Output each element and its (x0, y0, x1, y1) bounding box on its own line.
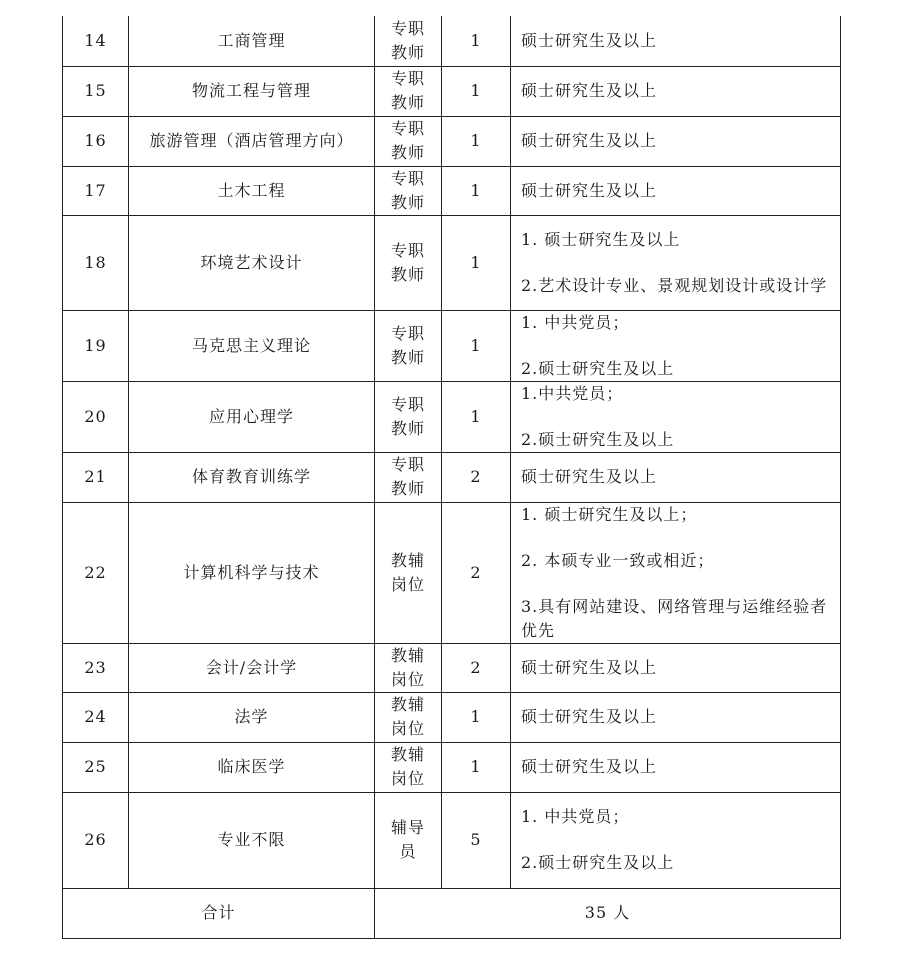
total-row (63, 888, 841, 938)
requirement-line: 硕士研究生及以上 (521, 180, 658, 200)
row-number: 15 (63, 66, 129, 116)
requirement-cell (511, 116, 841, 166)
table-row (63, 215, 841, 310)
requirement-line: 2.艺术设计专业、景观规划设计或设计学 (521, 275, 828, 295)
position-type-cell (375, 452, 442, 502)
row-number: 23 (63, 643, 129, 692)
position-type-cell (375, 116, 442, 166)
table-row (63, 692, 841, 742)
row-number: 26 (63, 792, 129, 888)
requirement-line: 硕士研究生及以上 (521, 707, 658, 726)
position-type: 教辅岗位 (390, 745, 425, 788)
position-type-cell (375, 166, 442, 215)
recruitment-table (62, 16, 841, 939)
position-type: 教辅岗位 (390, 695, 425, 738)
table-row (63, 310, 841, 381)
headcount-cell: 1 (442, 742, 511, 792)
requirement-cell (511, 792, 841, 888)
requirement-line: 1. 硕士研究生及以上； (521, 504, 698, 524)
major-cell: 计算机科学与技术 (129, 502, 375, 643)
position-type: 教辅岗位 (390, 550, 425, 594)
total-value: 35 人 (375, 888, 841, 938)
table-row (63, 66, 841, 116)
position-type-cell (375, 502, 442, 643)
requirement-line: 硕士研究生及以上 (521, 657, 658, 677)
position-type: 专职教师 (390, 168, 425, 212)
headcount-cell: 1 (442, 381, 511, 452)
position-type-cell (375, 381, 442, 452)
row-number: 19 (63, 310, 129, 381)
headcount-cell: 2 (442, 502, 511, 643)
row-number: 21 (63, 452, 129, 502)
requirement-line: 硕士研究生及以上 (521, 81, 658, 100)
table-row (63, 502, 841, 643)
headcount-cell: 5 (442, 792, 511, 888)
requirement-cell (511, 16, 841, 66)
table-row (63, 381, 841, 452)
table-row (63, 643, 841, 692)
requirement-cell (511, 215, 841, 310)
requirement-line: 1.中共党员； (521, 383, 624, 403)
headcount-cell: 1 (442, 166, 511, 215)
position-type: 专职教师 (390, 69, 425, 112)
requirement-cell (511, 452, 841, 502)
requirement-cell (511, 310, 841, 381)
requirement-cell (511, 502, 841, 643)
major-cell: 物流工程与管理 (129, 66, 375, 116)
requirement-cell (511, 643, 841, 692)
requirement-cell (511, 381, 841, 452)
major-cell: 临床医学 (129, 742, 375, 792)
requirement-cell (511, 166, 841, 215)
position-type: 专职教师 (390, 240, 425, 284)
headcount-cell: 2 (442, 452, 511, 502)
headcount-cell: 1 (442, 692, 511, 742)
requirement-line: 硕士研究生及以上 (521, 757, 658, 776)
row-number: 14 (63, 16, 129, 66)
major-cell: 体育教育训练学 (129, 452, 375, 502)
requirement-line: 2.硕士研究生及以上 (521, 853, 675, 872)
major-cell: 专业不限 (129, 792, 375, 888)
position-type: 专职教师 (390, 323, 425, 367)
row-number: 20 (63, 381, 129, 452)
position-type-cell (375, 692, 442, 742)
position-type-cell (375, 643, 442, 692)
table-body (63, 16, 841, 938)
major-cell: 土木工程 (129, 166, 375, 215)
major-cell: 马克思主义理论 (129, 310, 375, 381)
position-type-cell (375, 792, 442, 888)
position-type: 专职教师 (390, 394, 425, 438)
position-type: 专职教师 (390, 18, 425, 62)
row-number: 24 (63, 692, 129, 742)
position-type-cell (375, 215, 442, 310)
major-cell: 应用心理学 (129, 381, 375, 452)
requirement-line: 硕士研究生及以上 (521, 30, 658, 50)
requirement-cell (511, 742, 841, 792)
position-type-cell (375, 16, 442, 66)
headcount-cell: 2 (442, 643, 511, 692)
major-cell: 环境艺术设计 (129, 215, 375, 310)
total-label: 合计 (63, 888, 375, 938)
requirement-line: 硕士研究生及以上 (521, 467, 658, 486)
headcount-cell: 1 (442, 16, 511, 66)
table-row (63, 116, 841, 166)
requirement-line: 1. 硕士研究生及以上 (521, 229, 681, 249)
major-cell: 会计/会计学 (129, 643, 375, 692)
table-row (63, 792, 841, 888)
requirement-line: 硕士研究生及以上 (521, 131, 658, 150)
headcount-cell: 1 (442, 66, 511, 116)
major-cell: 旅游管理（酒店管理方向） (129, 116, 375, 166)
major-cell: 工商管理 (129, 16, 375, 66)
table-row (63, 166, 841, 215)
row-number: 17 (63, 166, 129, 215)
row-number: 25 (63, 742, 129, 792)
position-type-cell (375, 310, 442, 381)
position-type-cell (375, 742, 442, 792)
position-type-cell (375, 66, 442, 116)
row-number: 16 (63, 116, 129, 166)
row-number: 18 (63, 215, 129, 310)
requirement-cell (511, 66, 841, 116)
requirement-line: 3.具有网站建设、网络管理与运维经验者优先 (521, 596, 828, 640)
requirement-line: 1. 中共党员； (521, 807, 630, 826)
row-number: 22 (63, 502, 129, 643)
requirement-line: 2. 本硕专业一致或相近； (521, 550, 715, 570)
headcount-cell: 1 (442, 310, 511, 381)
table-row (63, 16, 841, 66)
position-type: 教辅岗位 (390, 645, 425, 689)
requirement-line: 2.硕士研究生及以上 (521, 358, 675, 378)
requirement-line: 2.硕士研究生及以上 (521, 429, 675, 449)
position-type: 专职教师 (390, 119, 425, 162)
major-cell: 法学 (129, 692, 375, 742)
position-type: 辅导员 (390, 818, 425, 861)
table-row (63, 742, 841, 792)
headcount-cell: 1 (442, 215, 511, 310)
requirement-cell (511, 692, 841, 742)
position-type: 专职教师 (390, 455, 425, 498)
requirement-line: 1. 中共党员； (521, 312, 630, 332)
headcount-cell: 1 (442, 116, 511, 166)
table-row (63, 452, 841, 502)
